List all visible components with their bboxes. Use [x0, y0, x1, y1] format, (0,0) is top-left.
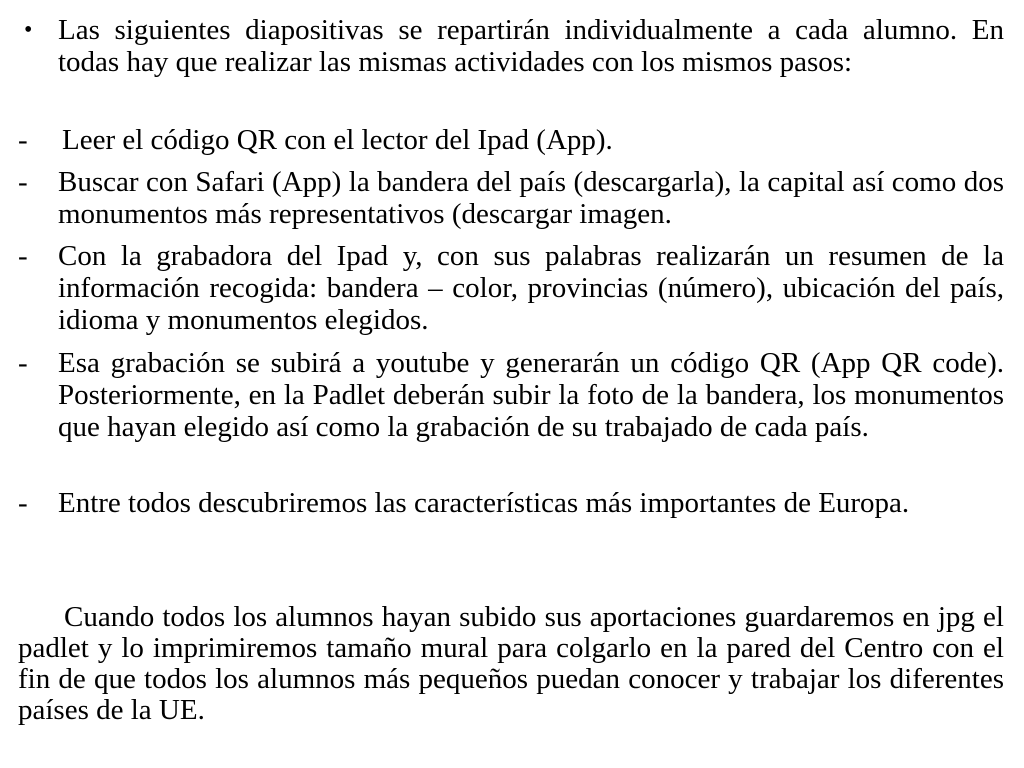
list-item-step-youtube	[18, 347, 1004, 443]
list-item-text: Entre todos descubriremos las características más importantes de Europa.	[58, 487, 910, 519]
dash-marker: -	[18, 487, 28, 519]
list-item-text: Buscar con Safari (App) la bandera del país (descargarla), la capital así como dos monumentos más representativos (descargar imagen.	[58, 166, 1004, 230]
list-item-text: Esa grabación se subirá a youtube y generarán un código QR (App QR code). Posteriormente, en la Padlet deberán subir la foto de la bandera, los monumentos que hayan elegido así como la grabación de su trabajado de cada país.	[58, 347, 1004, 443]
dash-marker: -	[18, 166, 28, 198]
list-item-step-europe	[18, 487, 1004, 519]
dash-marker: -	[18, 124, 28, 156]
list-item-text: Con la grabadora del Ipad y, con sus palabras realizarán un resumen de la información recogida: bandera – color, provincias (número), ubicación del país, idioma y monumentos elegidos.	[58, 240, 1004, 336]
list-item-step-qr	[18, 124, 1004, 156]
list-item-step-recording	[18, 240, 1004, 336]
dash-marker: -	[18, 347, 28, 379]
list-item-text: Leer el código QR con el lector del Ipad (App).	[62, 124, 613, 156]
closing-paragraph: Cuando todos los alumnos hayan subido sus aportaciones guardaremos en jpg el padlet y lo imprimiremos tamaño mural para colgarlo en la pared del Centro con el fin de que todos los alumnos más pequeños puedan conocer y trabajar los diferentes países de la UE.	[18, 601, 1004, 726]
list-item-text: Las siguientes diapositivas se repartirán individualmente a cada alumno. En todas hay que realizar las mismas actividades con los mismos pasos:	[58, 14, 1004, 78]
bullet-marker: •	[24, 17, 33, 43]
list-item-step-safari	[18, 166, 1004, 230]
dash-marker: -	[18, 240, 28, 272]
list-item-intro	[18, 14, 1004, 78]
